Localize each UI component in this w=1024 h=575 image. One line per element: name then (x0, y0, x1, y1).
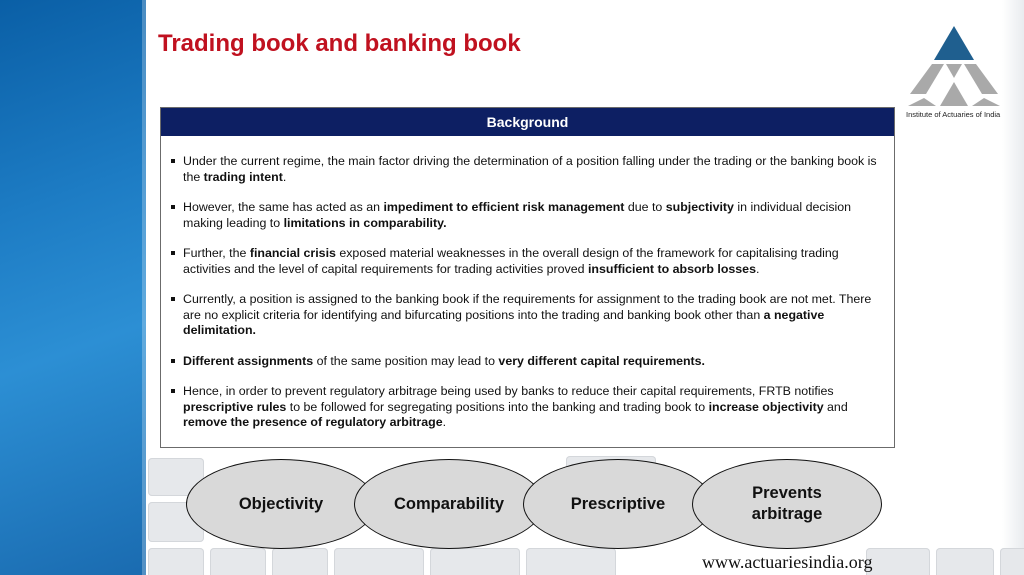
bullet-emphasis: insufficient to absorb losses (587, 261, 756, 276)
slide-title: Trading book and banking book (158, 30, 521, 57)
bullet-item (169, 200, 886, 231)
left-decorative-band (0, 0, 146, 575)
oval-prescriptive (523, 459, 713, 549)
bullet-text: However, the same has acted as an (183, 200, 384, 214)
oval-objectivity (186, 459, 376, 549)
bullet-emphasis: very different capital requirements. (498, 353, 706, 368)
bullet-item (169, 384, 886, 431)
bullet-text: Hence, in order to prevent regulatory arbitrage being used by banks to reduce their capital requirements, FRTB notifies (183, 384, 834, 398)
bullet-text: . (755, 261, 760, 276)
bullet-text: of the same position may lead to (313, 353, 499, 368)
bullet-text: . (282, 169, 287, 184)
bullet-text: Currently, a position is assigned to the banking book if the requirements for assignment to the trading book are not met. There are no explicit criteria for identifying and bifurcating positions into the trading and banking book other than (183, 292, 872, 322)
bullet-item (169, 154, 886, 185)
bullet-item (169, 246, 886, 277)
footer-url: www.actuariesindia.org (702, 552, 873, 572)
bullet-text: Under the current regime, the main factor driving the determination of a position falling under the trading or the banking book is the (183, 154, 877, 184)
bullet-text: due to (624, 200, 666, 214)
bullet-emphasis: remove the presence of regulatory arbitrage (183, 415, 443, 429)
bullet-emphasis: increase objectivity (708, 399, 824, 414)
oval-label: Objectivity (238, 494, 324, 513)
logo-caption: Institute of Actuaries of India (906, 110, 1001, 119)
bullet-text: Further, the (183, 246, 250, 260)
bullet-text: . (442, 415, 447, 429)
oval-comparability (354, 459, 544, 549)
bullet-item (169, 354, 886, 370)
bullet-text: and (823, 399, 848, 414)
bullet-emphasis: subjectivity (665, 200, 734, 214)
bullet-list (161, 136, 894, 431)
oval-label: Prescriptive (570, 494, 666, 513)
oval-label: Prevents arbitrage (751, 484, 823, 523)
oval-prevents-arbitrage (692, 459, 882, 549)
bullet-emphasis: limitations in comparability. (283, 215, 447, 230)
bullet-text: in individual decision making leading to (183, 200, 852, 230)
bullet-emphasis: Different assignments (183, 353, 314, 368)
bullet-text: to be followed for segregating positions into the banking and trading book to (286, 399, 709, 414)
bullet-text: exposed material weaknesses in the overall design of the framework for capitalising trading activities and the level of capital requirements for trading activities proved (183, 246, 839, 276)
background-panel (160, 107, 895, 448)
oval-label: Comparability (393, 494, 505, 513)
panel-heading: Background (161, 108, 894, 136)
triangle-emblem-icon (904, 22, 1004, 122)
bullet-emphasis: trading intent (203, 169, 283, 184)
bullet-item (169, 292, 886, 339)
bullet-emphasis: prescriptive rules (183, 399, 287, 414)
bullet-emphasis: a negative delimitation. (183, 307, 825, 337)
bullet-emphasis: financial crisis (249, 246, 336, 260)
bullet-emphasis: impediment to efficient risk management (383, 200, 625, 214)
